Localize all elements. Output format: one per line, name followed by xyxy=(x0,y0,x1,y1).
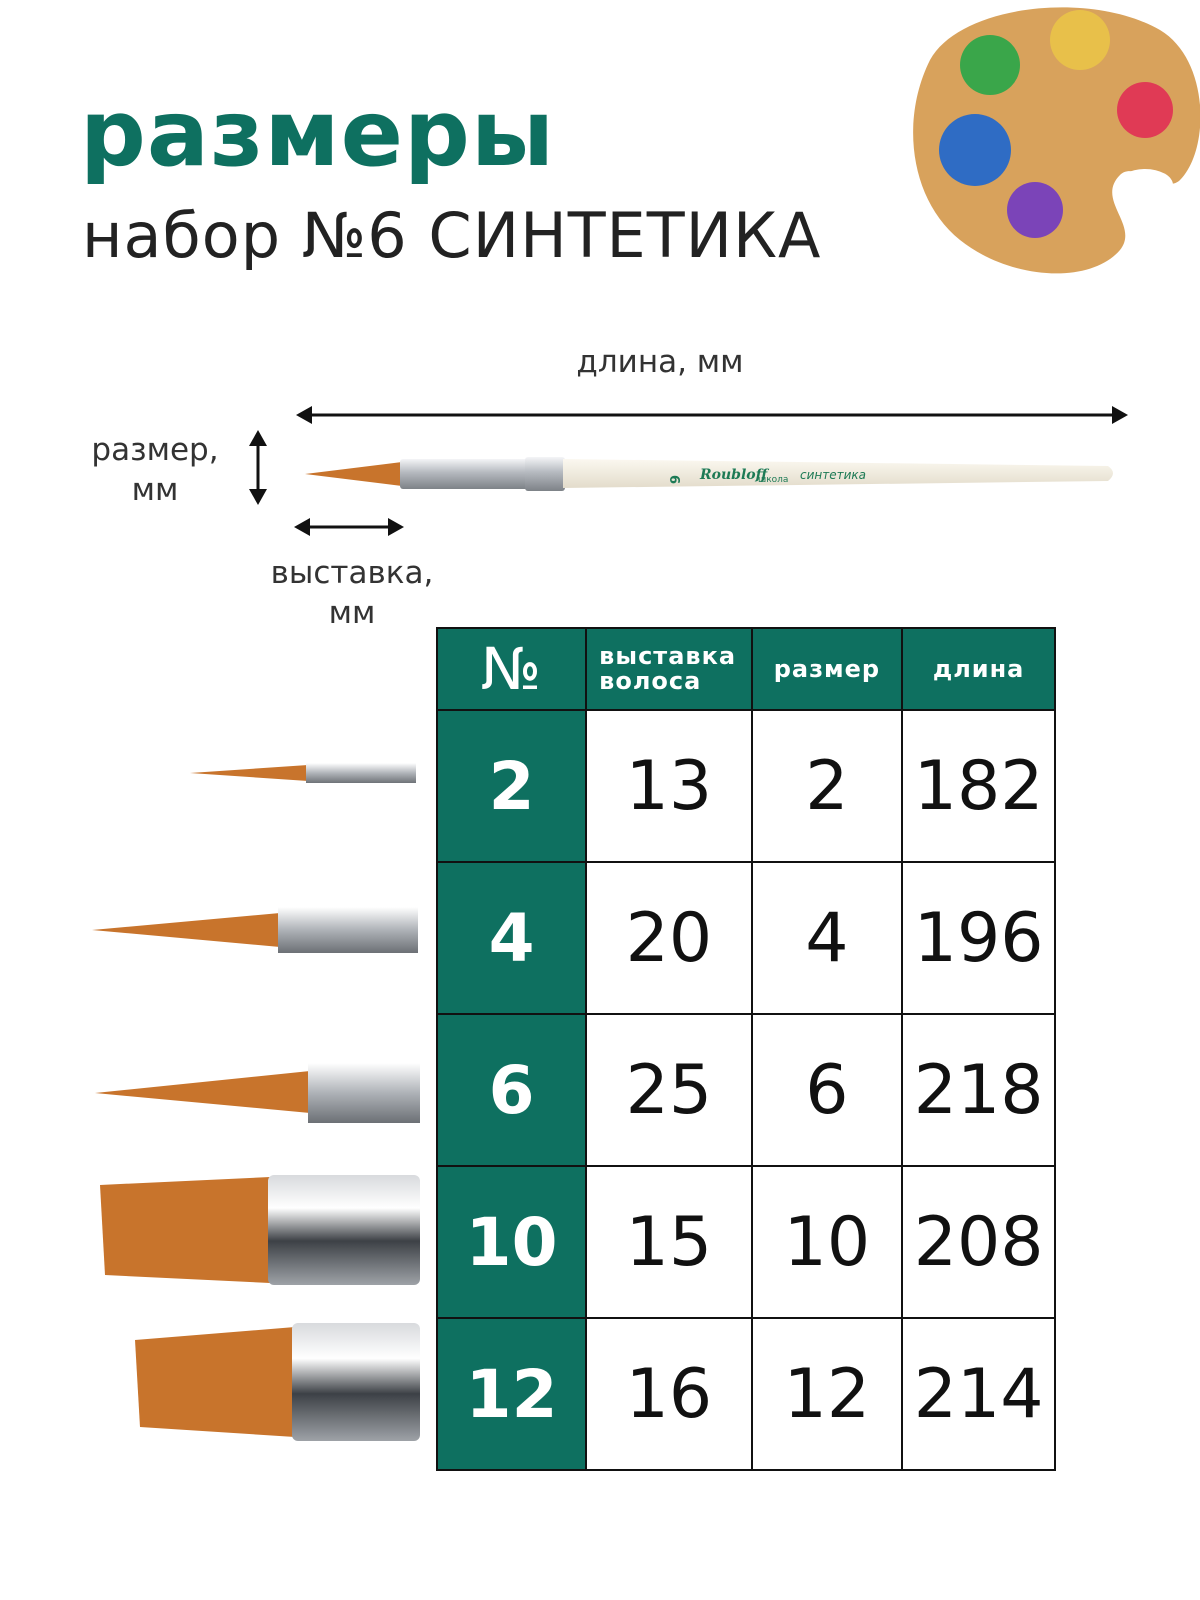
table-row xyxy=(437,1014,1055,1166)
cell-length: 182 xyxy=(902,710,1055,862)
cell-size: 2 xyxy=(752,710,903,862)
cell-number: 4 xyxy=(437,862,586,1014)
cell-number: 12 xyxy=(437,1318,586,1470)
table-header-row xyxy=(437,628,1055,710)
cell-number: 6 xyxy=(437,1014,586,1166)
cell-size: 10 xyxy=(752,1166,903,1318)
page-title: размеры xyxy=(80,80,556,187)
brush-series: школа xyxy=(758,475,789,485)
cell-length: 218 xyxy=(902,1014,1055,1166)
cell-exposure: 15 xyxy=(586,1166,751,1318)
table-row xyxy=(437,862,1055,1014)
cell-exposure: 16 xyxy=(586,1318,751,1470)
size-label: размер, мм xyxy=(91,432,219,509)
cell-length: 214 xyxy=(902,1318,1055,1470)
cell-size: 12 xyxy=(752,1318,903,1470)
brush-diagram xyxy=(0,380,1200,540)
header-number: № xyxy=(437,628,586,710)
brush-thumb-10 xyxy=(80,1155,425,1305)
brush-thumb-12 xyxy=(80,1305,425,1455)
cell-length: 208 xyxy=(902,1166,1055,1318)
header-size: размер xyxy=(752,628,903,710)
double-arrow-vertical-icon xyxy=(249,430,267,505)
brush-thumb-2 xyxy=(80,705,425,855)
header-length: длина xyxy=(902,628,1055,710)
cell-exposure: 25 xyxy=(586,1014,751,1166)
brush-number: 6 xyxy=(666,475,681,485)
cell-size: 4 xyxy=(752,862,903,1014)
double-arrow-horizontal-icon xyxy=(296,406,1128,424)
length-label: длина, мм xyxy=(576,344,744,380)
brush-thumb-4 xyxy=(80,855,425,1005)
table-row xyxy=(437,710,1055,862)
cell-exposure: 20 xyxy=(586,862,751,1014)
double-arrow-horizontal-icon xyxy=(294,518,404,536)
header-exposure: выставка волоса xyxy=(586,628,751,710)
cell-number: 10 xyxy=(437,1166,586,1318)
page-subtitle: набор №6 СИНТЕТИКА xyxy=(82,199,822,272)
brush-material: синтетика xyxy=(800,468,867,482)
palette-illustration xyxy=(890,0,1200,280)
cell-size: 6 xyxy=(752,1014,903,1166)
sizes-table xyxy=(436,627,1056,1471)
table-row xyxy=(437,1318,1055,1470)
brush-thumb-6 xyxy=(80,1005,425,1155)
cell-number: 2 xyxy=(437,710,586,862)
brush-brand: Roubloff xyxy=(700,467,768,483)
table-row xyxy=(437,1166,1055,1318)
exposure-label: выставка, мм xyxy=(270,555,434,632)
cell-length: 196 xyxy=(902,862,1055,1014)
cell-exposure: 13 xyxy=(586,710,751,862)
